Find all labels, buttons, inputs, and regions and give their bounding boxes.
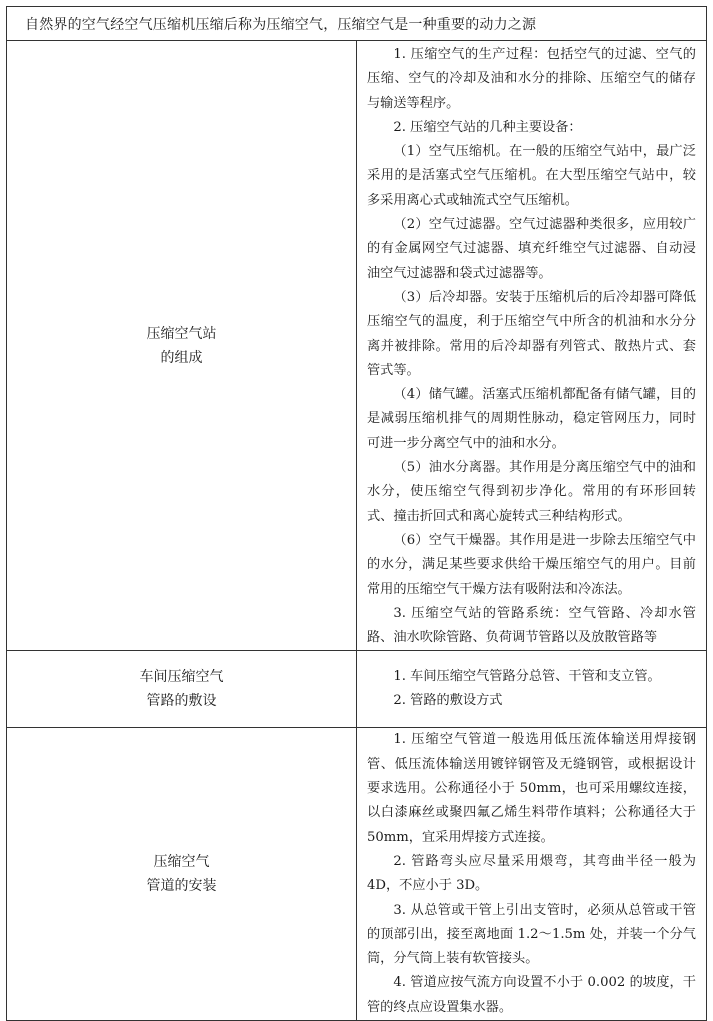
section-label-line: 的组成 [160,349,203,366]
section-label-line: 管道的安装 [146,878,217,895]
paragraph: （4）储气罐。活塞式压缩机都配备有储气罐，目的是减弱压缩机排气的周期性脉动，稳定管网压力，同时可进一步分离空气中的油和水分。 [367,387,696,451]
header-row [7,7,707,41]
table-title: 自然界的空气经空气压缩机压缩后称为压缩空气，压缩空气是一种重要的动力之源 [7,7,707,41]
section-label-line: 车间压缩空气 [139,669,224,686]
section-row-station [7,41,707,651]
paragraph: （2）空气过滤器。空气过滤器种类很多，应用较广的有金属网空气过滤器、填充纤维空气过滤器、自动浸油空气过滤器和袋式过滤器等。 [367,217,696,281]
paragraph: （6）空气干燥器。其作用是进一步除去压缩空气中的水分，满足某些要求供给干燥压缩空气的用户。目前常用的压缩空气干燥方法有吸附法和冷冻法。 [367,532,696,597]
section-label-line: 压缩空气 [153,854,210,871]
document-table [6,6,707,1021]
section-label [7,41,357,651]
paragraph: 2. 压缩空气站的几种主要设备： [393,119,582,135]
section-row-workshop-piping [7,651,707,728]
section-content [357,728,707,1021]
paragraph: 3. 从总管或干管上引出支管时，必须从总管或干管的顶部引出，接至离地面 1.2～1.5m 处，并装一个分气筒，分气筒上装有软管接头。 [367,902,696,967]
paragraph: 1. 车间压缩空气管路分总管、干管和支立管。 [393,669,661,685]
section-label [7,728,357,1021]
paragraph: 2. 管路弯头应尽量采用煨弯，其弯曲半径一般为 4D，不应小于 3D。 [367,853,696,894]
paragraph: （1）空气压缩机。在一般的压缩空气站中，最广泛采用的是活塞式空气压缩机。在大型压缩空气站中，较多采用离心式或轴流式空气压缩机。 [367,144,696,208]
paragraph: 4. 管道应按气流方向设置不小于 0.002 的坡度，干管的终点应设置集水器。 [367,975,696,1015]
section-label-line: 压缩空气站 [146,325,217,342]
section-content [357,41,707,651]
paragraph: 1. 压缩空气管道一般选用低压流体输送用焊接钢管、低压流体输送用镀锌钢管及无缝钢管，或根据设计要求选用。公称通径小于 50mm，也可采用螺纹连接，以白漆麻丝或聚四氟乙烯生料带作填料；公称通径大于 50mm，宜采用焊接方式连接。 [367,732,696,845]
section-row-pipe-installation [7,728,707,1021]
section-label-line: 管路的敷设 [146,693,217,710]
paragraph: 1. 压缩空气的生产过程：包括空气的过滤、空气的压缩、空气的冷却及油和水分的排除、压缩空气的储存与输送等程序。 [367,47,696,111]
paragraph: 2. 管路的敷设方式 [393,693,503,709]
section-label [7,651,357,728]
section-content [357,651,707,728]
paragraph: （5）油水分离器。其作用是分离压缩空气中的油和水分，使压缩空气得到初步净化。常用的有环形回转式、撞击折回式和离心旋转式三种结构形式。 [367,460,696,524]
paragraph: 3. 压缩空气站的管路系统：空气管路、冷却水管路、油水吹除管路、负荷调节管路以及放散管路等 [367,605,696,646]
paragraph: （3）后冷却器。安装于压缩机后的后冷却器可降低压缩空气的温度，利于压缩空气中所含的机油和水分分离并被排除。常用的后冷却器有列管式、散热片式、套管式等。 [367,289,696,378]
